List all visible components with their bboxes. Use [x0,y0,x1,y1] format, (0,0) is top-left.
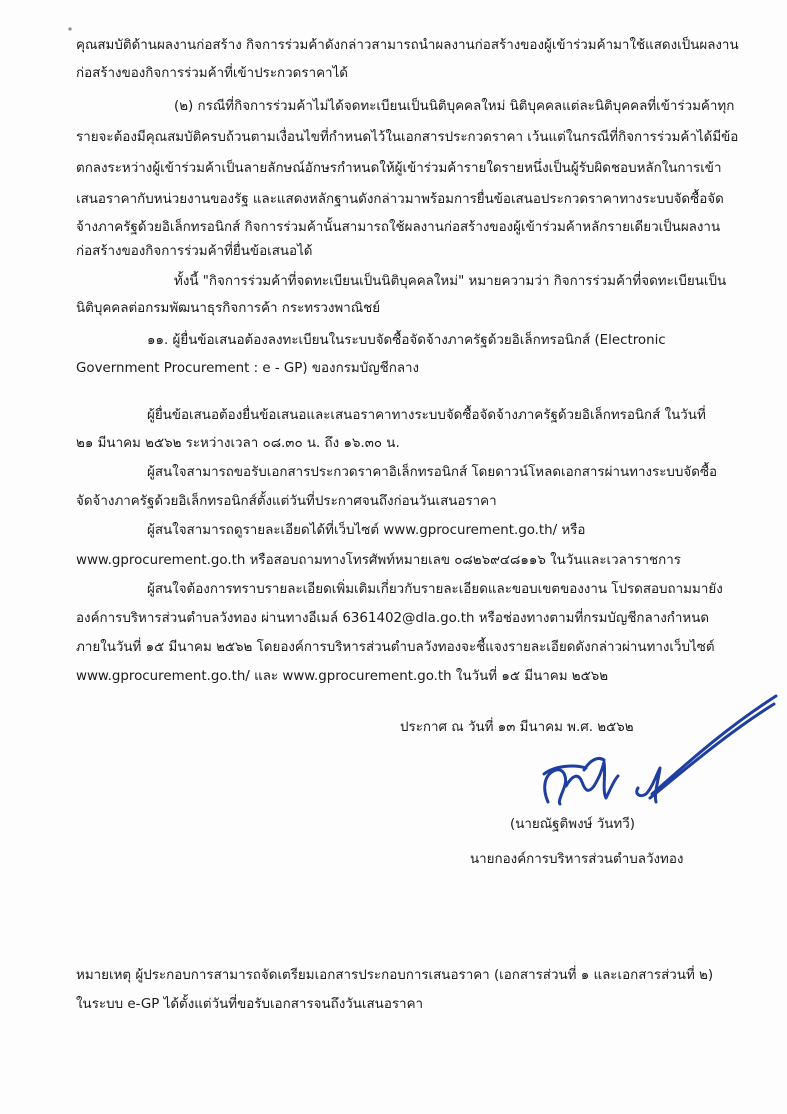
body-line: ๒๑ มีนาคม ๒๕๖๒ ระหว่างเวลา ๐๘.๓๐ น. ถึง ๑๖.๓๐ น. [76,436,400,451]
body-line: ผู้สนใจสามารถขอรับเอกสารประกวดราคาอิเล็กทรอนิกส์ โดยดาวน์โหลดเอกสารผ่านทางระบบจัดซื้อ [147,465,718,480]
body-line: องค์การบริหารส่วนตำบลวังทอง ผ่านทางอีเมล์ 6361402@dla.go.th หรือช่องทางตามที่กรมบัญชีกลางกำหนด [76,611,710,626]
body-line: ผู้ยื่นข้อเสนอต้องยื่นข้อเสนอและเสนอราคาทางระบบจัดซื้อจัดจ้างภาครัฐด้วยอิเล็กทรอนิกส์ ในวันที่ [147,408,706,423]
body-line: ๑๑. ผู้ยื่นข้อเสนอต้องลงทะเบียนในระบบจัดซื้อจัดจ้างภาครัฐด้วยอิเล็กทรอนิกส์ (Electronic [147,333,666,348]
body-line: Government Procurement : e - GP) ของกรมบัญชีกลาง [76,361,420,376]
scan-mark [66,18,74,26]
signer-title: นายกองค์การบริหารส่วนตำบลวังทอง [470,852,684,867]
body-line: เสนอราคากับหน่วยงานของรัฐ และแสดงหลักฐานดังกล่าวมาพร้อมการยื่นข้อเสนอประกวดราคาทางระบบจัดซื้อจัด [76,192,724,207]
body-line: รายจะต้องมีคุณสมบัติครบถ้วนตามเงื่อนไขที่กำหนดไว้ในเอกสารประกวดราคา เว้นแต่ในกรณีที่กิจการร่วมค้าได้มีข้อ [76,130,739,145]
body-line: จ้างภาครัฐด้วยอิเล็กทรอนิกส์ กิจการร่วมค้านั้นสามารถใช้ผลงานก่อสร้างของผู้เข้าร่วมค้าหลักรายเดียวเป็นผลงาน [76,220,721,235]
body-line: คุณสมบัติด้านผลงานก่อสร้าง กิจการร่วมค้าดังกล่าวสามารถนำผลงานก่อสร้างของผู้เข้าร่วมค้ามาใช้แสดงเป็นผลงาน [76,38,739,53]
handwritten-signature [530,690,780,820]
body-line: www.gprocurement.go.th/ และ www.gprocurement.go.th ในวันที่ ๑๕ มีนาคม ๒๕๖๒ [76,669,609,684]
body-line: ก่อสร้างของกิจการร่วมค้าที่เข้าประกวดราคาได้ [76,66,348,81]
body-line: จัดจ้างภาครัฐด้วยอิเล็กทรอนิกส์ตั้งแต่วันที่ประกาศจนถึงก่อนวันเสนอราคา [76,494,497,509]
body-line: ทั้งนี้ "กิจการร่วมค้าที่จดทะเบียนเป็นนิติบุคคลใหม่" หมายความว่า กิจการร่วมค้าที่จดทะเบียนเป็น [174,274,727,289]
body-line: www.gprocurement.go.th หรือสอบถามทางโทรศัพท์หมายเลข ๐๘๒๖๙๔๘๑๑๖ ในวันและเวลาราชการ [76,553,681,568]
body-line: ภายในวันที่ ๑๕ มีนาคม ๒๕๖๒ โดยองค์การบริหารส่วนตำบลวังทองจะชี้แจงรายละเอียดดังกล่าวผ่านทางเว็บไซต์ [76,640,715,655]
body-line: ก่อสร้างของกิจการร่วมค้าที่ยื่นข้อเสนอได้ [76,244,313,259]
note-line: ในระบบ e-GP ได้ตั้งแต่วันที่ขอรับเอกสารจนถึงวันเสนอราคา [76,997,424,1012]
note-line: หมายเหตุ ผู้ประกอบการสามารถจัดเตรียมเอกสารประกอบการเสนอราคา (เอกสารส่วนที่ ๑ และเอกสารส่วนที่ ๒) [76,968,714,983]
body-line: (๒) กรณีที่กิจการร่วมค้าไม่ได้จดทะเบียนเป็นนิติบุคคลใหม่ นิติบุคคลแต่ละนิติบุคคลที่เข้าร่วมค้าทุก [174,99,735,114]
announce-date: ประกาศ ณ วันที่ ๑๓ มีนาคม พ.ศ. ๒๕๖๒ [400,720,634,735]
body-line: นิติบุคคลต่อกรมพัฒนาธุรกิจการค้า กระทรวงพาณิชย์ [76,301,381,316]
body-line: ผู้สนใจสามารถดูรายละเอียดได้ที่เว็บไซต์ www.gprocurement.go.th/ หรือ [147,523,586,538]
body-line: ผู้สนใจต้องการทราบรายละเอียดเพิ่มเติมเกี่ยวกับรายละเอียดและขอบเขตของงาน โปรดสอบถามมายัง [147,582,723,597]
body-line: ตกลงระหว่างผู้เข้าร่วมค้าเป็นลายลักษณ์อักษรกำหนดให้ผู้เข้าร่วมค้ารายใดรายหนึ่งเป็นผู้รับผิดชอบหลักในการเข้า [76,161,722,176]
signer-name: (นายณัฐติพงษ์ วันทวี) [510,817,635,832]
